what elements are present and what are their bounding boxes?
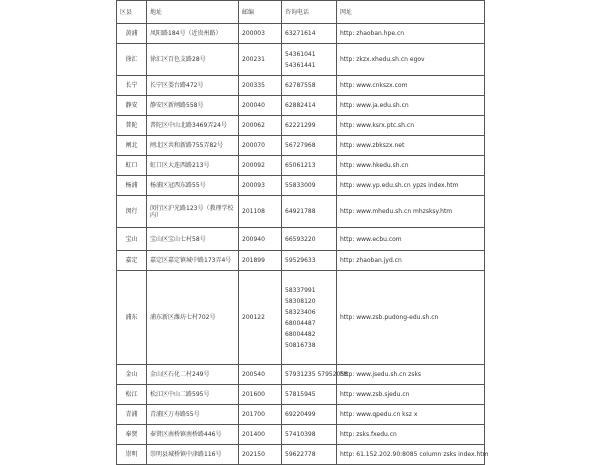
cell-url[interactable]: http: www.zbkszx.net — [337, 136, 485, 156]
cell-address: 闵行区沪光路123号（教理学校内） — [147, 196, 239, 228]
cell-tel — [282, 445, 337, 465]
cell-zip: 202150 — [239, 445, 282, 465]
cell-zip: 201108 — [239, 196, 282, 228]
cell-url[interactable]: http: www.zsb.pudong-edu.sh.cn — [337, 271, 485, 365]
cell-address: 崇明县城桥镇中津路116号 — [147, 445, 239, 465]
cell-zip: 200093 — [239, 176, 282, 196]
cell-tel — [282, 228, 337, 251]
cell-address: 静安区新闸路558号 — [147, 96, 239, 116]
cell-district: 普陀 — [117, 116, 147, 136]
cell-tel — [282, 365, 348, 385]
cell-url[interactable]: http: www.qpedu.cn ksz x — [337, 405, 485, 425]
table-row — [117, 44, 485, 76]
header-zip: 邮编 — [239, 1, 282, 24]
table-row — [117, 365, 485, 385]
cell-tel — [282, 176, 337, 196]
tel-number: 59529633 — [285, 257, 316, 264]
tel-number: 68004487 — [285, 319, 316, 327]
cell-address: 普陀区中山北路3469弄24号 — [147, 116, 239, 136]
cell-url[interactable]: http: zkzx.xhedu.sh.cn egov — [337, 44, 485, 76]
cell-address: 宝山区宝山七村58号 — [147, 228, 239, 251]
tel-number: 58323406 — [285, 308, 316, 316]
table-row — [117, 425, 485, 445]
cell-district: 松江 — [117, 385, 147, 405]
cell-zip: 200940 — [239, 228, 282, 251]
cell-district: 闵行 — [117, 196, 147, 228]
cell-district: 黄浦 — [117, 24, 147, 44]
school-admissions-office-table — [116, 0, 489, 465]
tel-number: 58308120 — [285, 297, 316, 305]
cell-url[interactable]: http: zhaoban.jyd.cn — [337, 251, 485, 271]
cell-tel — [282, 156, 337, 176]
cell-tel — [282, 271, 337, 365]
cell-zip: 200040 — [239, 96, 282, 116]
cell-tel — [282, 116, 337, 136]
header-district: 区县 — [117, 1, 147, 24]
cell-tel — [282, 24, 337, 44]
tel-number: 62882414 — [285, 102, 316, 109]
table-row — [117, 96, 485, 116]
table-row — [117, 251, 485, 271]
header-tel: 咨询电话 — [282, 1, 337, 24]
cell-zip: 200092 — [239, 156, 282, 176]
cell-district: 长宁 — [117, 76, 147, 96]
cell-url[interactable]: http: www.ja.edu.sh.cn — [337, 96, 485, 116]
tel-number: 50816738 — [285, 341, 316, 349]
cell-zip: 200231 — [239, 44, 282, 76]
tel-number: 64921788 — [285, 208, 316, 215]
cell-zip: 200062 — [239, 116, 282, 136]
cell-tel — [282, 425, 337, 445]
cell-address: 浦东新区潍坊七村702号 — [147, 271, 239, 365]
cell-zip: 200540 — [239, 365, 282, 385]
table-row — [117, 385, 485, 405]
table-row — [117, 176, 485, 196]
tel-number: 54361441 — [285, 61, 316, 69]
document-page — [116, 0, 489, 458]
cell-district: 崇明 — [117, 445, 147, 465]
table-row — [117, 196, 485, 228]
cell-address: 闸北区共和新路755弄82号 — [147, 136, 239, 156]
cell-url[interactable]: http: www.mhedu.sh.cn mhzsksy.htm — [337, 196, 485, 228]
tel-number: 68004482 — [285, 330, 316, 338]
table-row — [117, 228, 485, 251]
cell-url[interactable]: http: 61.152.202.90:8085 column zsks index.htm — [337, 445, 485, 465]
cell-tel — [282, 96, 337, 116]
tel-number: 69220499 — [285, 411, 316, 418]
cell-district: 徐汇 — [117, 44, 147, 76]
cell-address: 松江区中山二路595号 — [147, 385, 239, 405]
cell-address: 杨浦区冠西东路55号 — [147, 176, 239, 196]
cell-district: 嘉定 — [117, 251, 147, 271]
cell-zip: 201899 — [239, 251, 282, 271]
tel-number: 59622778 — [285, 451, 316, 458]
tel-number: 58337991 — [285, 286, 316, 294]
cell-district: 浦东 — [117, 271, 147, 365]
cell-address: 虹口区大连西路213号 — [147, 156, 239, 176]
tel-number: 63271614 — [285, 30, 316, 37]
cell-address: 徐汇区百色支路28号 — [147, 44, 239, 76]
header-address: 地址 — [147, 1, 239, 24]
cell-district: 青浦 — [117, 405, 147, 425]
cell-url[interactable]: http: www.zsb.sjedu.cn — [337, 385, 485, 405]
table-row — [117, 116, 485, 136]
cell-address: 长宁区娄台路472号 — [147, 76, 239, 96]
cell-url[interactable]: http: www.ksrx.ptc.sh.cn — [337, 116, 485, 136]
cell-url[interactable]: http: www.jsedu.sh.cn zsks — [337, 365, 485, 385]
tel-number: 56727968 — [285, 142, 316, 149]
table-row — [117, 271, 485, 365]
table-row — [117, 76, 485, 96]
cell-district: 金山 — [117, 365, 147, 385]
cell-zip: 201400 — [239, 425, 282, 445]
cell-zip: 200335 — [239, 76, 282, 96]
tel-number: 62221299 — [285, 122, 316, 129]
cell-url[interactable]: http: www.yp.edu.sh.cn ypzs index.htm — [337, 176, 485, 196]
cell-zip: 200070 — [239, 136, 282, 156]
cell-district: 宝山 — [117, 228, 147, 251]
cell-address: 金山区石化二村249号 — [147, 365, 239, 385]
cell-tel — [282, 136, 337, 156]
header-url: 网址 — [337, 1, 485, 24]
cell-tel — [282, 196, 337, 228]
tel-number: 55833009 — [285, 182, 316, 189]
tel-number: 65061213 — [285, 162, 316, 169]
table-row — [117, 156, 485, 176]
tel-number: 54361041 — [285, 50, 316, 58]
cell-address: 凤阳路184号（近贵州路） — [147, 24, 239, 44]
cell-url[interactable]: http: www.hkedu.sh.cn — [337, 156, 485, 176]
cell-url[interactable]: http: zsks.fxedu.cn — [337, 425, 485, 445]
cell-district: 静安 — [117, 96, 147, 116]
cell-tel — [282, 251, 337, 271]
cell-zip: 201600 — [239, 385, 282, 405]
cell-url[interactable]: http: zhaoban.hpe.cn — [337, 24, 485, 44]
cell-district: 虹口 — [117, 156, 147, 176]
cell-tel — [282, 44, 337, 76]
tel-number: 57410398 — [285, 431, 316, 438]
table-row — [117, 445, 485, 465]
cell-address: 青浦区万寿路55号 — [147, 405, 239, 425]
cell-address: 奉贤区南桥镇南桥路446号 — [147, 425, 239, 445]
tel-number: 62787558 — [285, 82, 316, 89]
cell-tel — [282, 385, 337, 405]
tel-number: 66593220 — [285, 235, 316, 243]
cell-district: 奉贤 — [117, 425, 147, 445]
cell-url[interactable]: http: www.cnkszx.com — [337, 76, 485, 96]
table-header-row — [117, 1, 485, 24]
table-row — [117, 24, 485, 44]
tel-number: 57931235 57952056 — [285, 371, 348, 378]
cell-address: 嘉定区嘉定镇城中路173弄4号 — [147, 251, 239, 271]
cell-zip: 200122 — [239, 271, 282, 365]
cell-url[interactable]: http: www.ecbu.com — [337, 228, 485, 251]
tel-number: 57815945 — [285, 391, 316, 398]
cell-district: 杨浦 — [117, 176, 147, 196]
table-row — [117, 405, 485, 425]
cell-tel — [282, 76, 337, 96]
cell-district: 闸北 — [117, 136, 147, 156]
cell-zip: 200003 — [239, 24, 282, 44]
cell-tel — [282, 405, 337, 425]
cell-zip: 201700 — [239, 405, 282, 425]
table-row — [117, 136, 485, 156]
